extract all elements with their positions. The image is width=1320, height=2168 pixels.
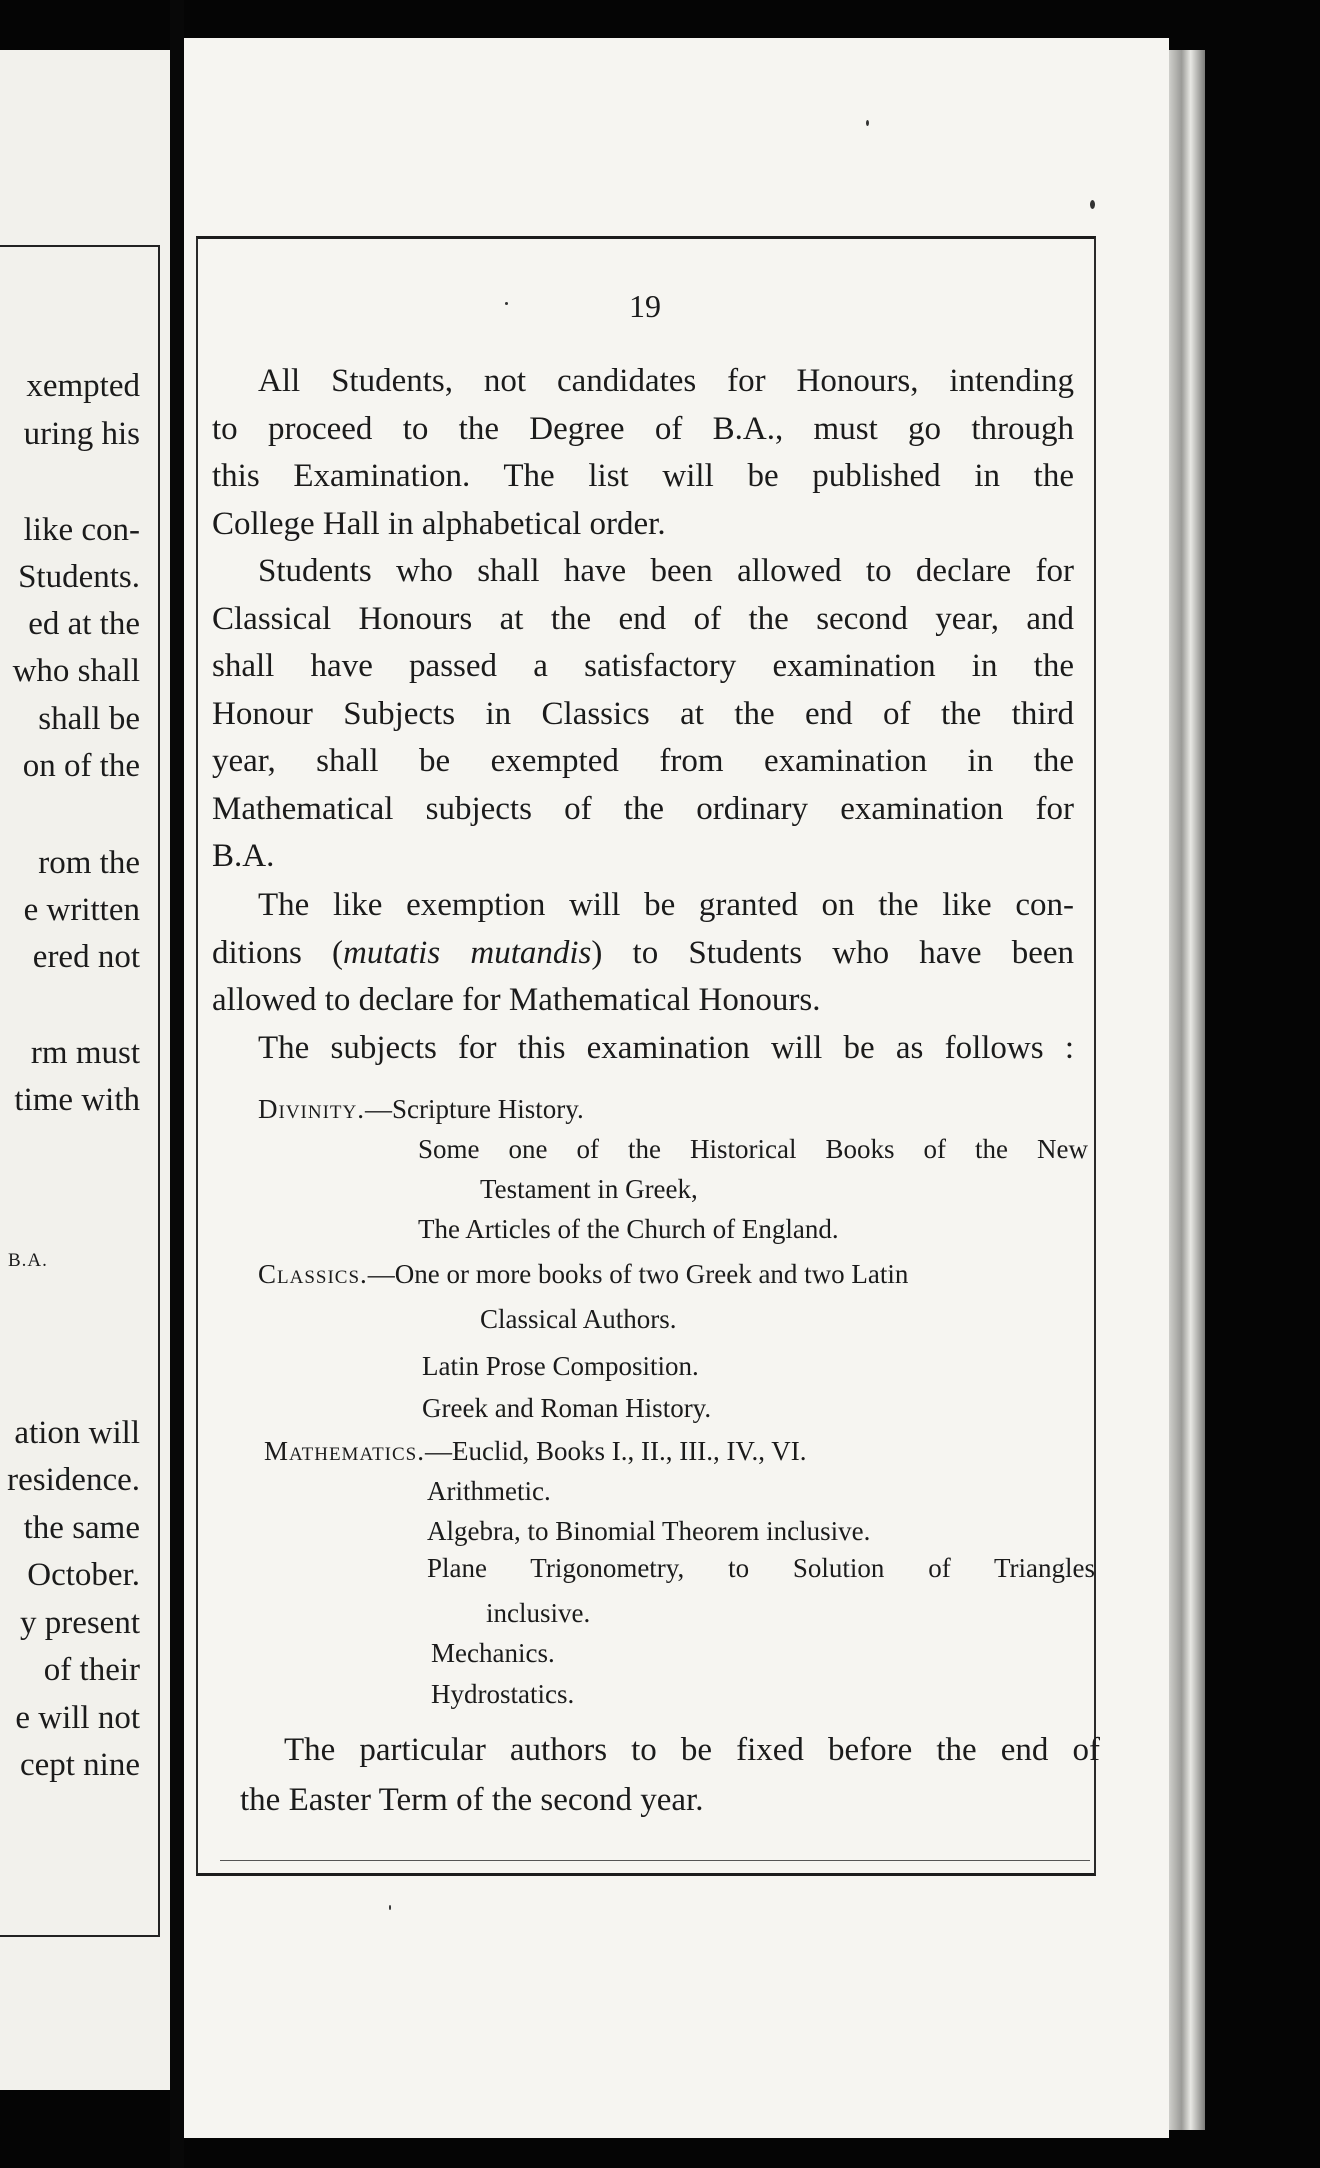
text-line: to proceed to the Degree of B.A., must go through bbox=[212, 410, 1074, 447]
text-line: Mathematical subjects of the ordinary examination for bbox=[212, 790, 1074, 827]
text-fragment: ditions ( bbox=[212, 934, 344, 971]
left-frame-right-rule bbox=[158, 245, 160, 1935]
subject-item: Latin Prose Composition. bbox=[422, 1351, 699, 1381]
fragment-line: rm must bbox=[30, 1035, 140, 1071]
text-line: College Hall in alphabetical order. bbox=[212, 505, 666, 542]
book-gutter bbox=[170, 0, 184, 2168]
fragment-line: xempted bbox=[26, 368, 140, 404]
scan-speck bbox=[389, 1905, 391, 1910]
subject-classics bbox=[258, 1253, 1098, 1295]
scan-speck bbox=[1090, 200, 1095, 209]
text-line: Honour Subjects in Classics at the end of the third bbox=[212, 695, 1074, 732]
paragraph-classical-honours bbox=[212, 548, 1074, 881]
fragment-line: ed at the bbox=[28, 606, 140, 642]
left-frame-bottom-rule bbox=[0, 1935, 160, 1937]
subject-item: Mechanics. bbox=[431, 1638, 555, 1668]
text-line: The like exemption will be granted on the like con- bbox=[258, 887, 1074, 923]
subject-item: Arithmetic. bbox=[427, 1476, 551, 1506]
fragment-line: the same bbox=[23, 1510, 140, 1546]
fragment-line: ered not bbox=[32, 939, 140, 975]
subject-item: Greek and Roman History. bbox=[422, 1393, 712, 1423]
fragment-line: of their bbox=[43, 1652, 140, 1688]
fragment-line: October. bbox=[27, 1557, 140, 1593]
fragment-line: y present bbox=[19, 1605, 140, 1641]
text-line: this Examination. The list will be published in the bbox=[212, 458, 1074, 494]
fragment-line: residence. bbox=[7, 1462, 140, 1498]
subject-first-line: —One or more books of two Greek and two Latin bbox=[367, 1259, 909, 1289]
text-line: shall have passed a satisfactory examination in the bbox=[212, 648, 1074, 684]
fragment-line: Students. bbox=[18, 559, 140, 595]
italic-phrase: mutatis mutandis bbox=[343, 934, 592, 971]
text-line: All Students, not candidates for Honours, intending bbox=[258, 363, 1074, 399]
page-number: 19 bbox=[629, 288, 661, 324]
paragraph-particular-authors bbox=[240, 1725, 1100, 1825]
page-edge-stack bbox=[1169, 50, 1205, 2130]
fragment-line: e written bbox=[23, 892, 140, 928]
text-line: year, shall be exempted from examination in the bbox=[212, 743, 1074, 779]
fragment-line: rom the bbox=[38, 845, 140, 881]
text-line: the Easter Term of the second year. bbox=[240, 1782, 704, 1818]
subject-divinity bbox=[258, 1088, 1098, 1130]
text-line: allowed to declare for Mathematical Honours. bbox=[212, 982, 821, 1018]
paragraph-all-students bbox=[212, 358, 1074, 548]
fragment-line: cept nine bbox=[19, 1747, 140, 1783]
subject-item: Testament in Greek, bbox=[480, 1174, 698, 1204]
subject-item: Classical Authors. bbox=[480, 1304, 677, 1334]
subject-mathematics bbox=[264, 1430, 1104, 1472]
subject-first-line: —Euclid, Books I., II., III., IV., VI. bbox=[425, 1436, 807, 1466]
text-line bbox=[212, 930, 1074, 978]
subject-heading: Divinity. bbox=[258, 1094, 365, 1124]
fragment-line: uring his bbox=[23, 416, 140, 452]
scan-speck bbox=[505, 302, 508, 305]
subject-item: inclusive. bbox=[486, 1598, 591, 1628]
text-fragment: ) to Students who have been bbox=[591, 934, 1074, 971]
text-line: The subjects for this examination will be as follows : bbox=[258, 1030, 1074, 1066]
fragment-line: on of the bbox=[22, 748, 140, 784]
fragment-line: time with bbox=[14, 1082, 140, 1118]
fragment-line: like con- bbox=[23, 512, 140, 548]
fragment-heading: B.A. bbox=[8, 1250, 48, 1271]
fragment-line: who shall bbox=[12, 653, 140, 689]
subject-item: Some one of the Historical Books of the New bbox=[418, 1134, 1088, 1164]
subject-item: Algebra, to Binomial Theorem inclusive. bbox=[427, 1516, 871, 1546]
paragraph-mathematical-honours bbox=[212, 882, 1074, 1025]
scan-speck bbox=[866, 120, 869, 126]
fragment-line: shall be bbox=[38, 701, 140, 737]
fragment-line: e will not bbox=[15, 1700, 140, 1736]
text-line: B.A. bbox=[212, 838, 275, 874]
previous-page-fragment bbox=[0, 50, 170, 2090]
subject-item: Hydrostatics. bbox=[431, 1679, 575, 1709]
fragment-line: ation will bbox=[14, 1415, 140, 1451]
frame-double-rule bbox=[220, 1860, 1090, 1861]
text-line: Students who shall have been allowed to declare for bbox=[258, 553, 1074, 589]
subject-first-line: —Scripture History. bbox=[365, 1094, 584, 1124]
paragraph-subjects-intro bbox=[212, 1025, 1074, 1073]
subject-heading: Classics. bbox=[258, 1259, 368, 1289]
subject-item: Plane Trigonometry, to Solution of Triangles bbox=[427, 1553, 1095, 1583]
text-line: The particular authors to be fixed before the end of bbox=[284, 1732, 1100, 1768]
text-line: Classical Honours at the end of the second year, and bbox=[212, 600, 1074, 637]
subject-heading: Mathematics. bbox=[264, 1436, 425, 1466]
left-frame-top-rule bbox=[0, 245, 160, 247]
subject-item: The Articles of the Church of England. bbox=[418, 1214, 839, 1244]
